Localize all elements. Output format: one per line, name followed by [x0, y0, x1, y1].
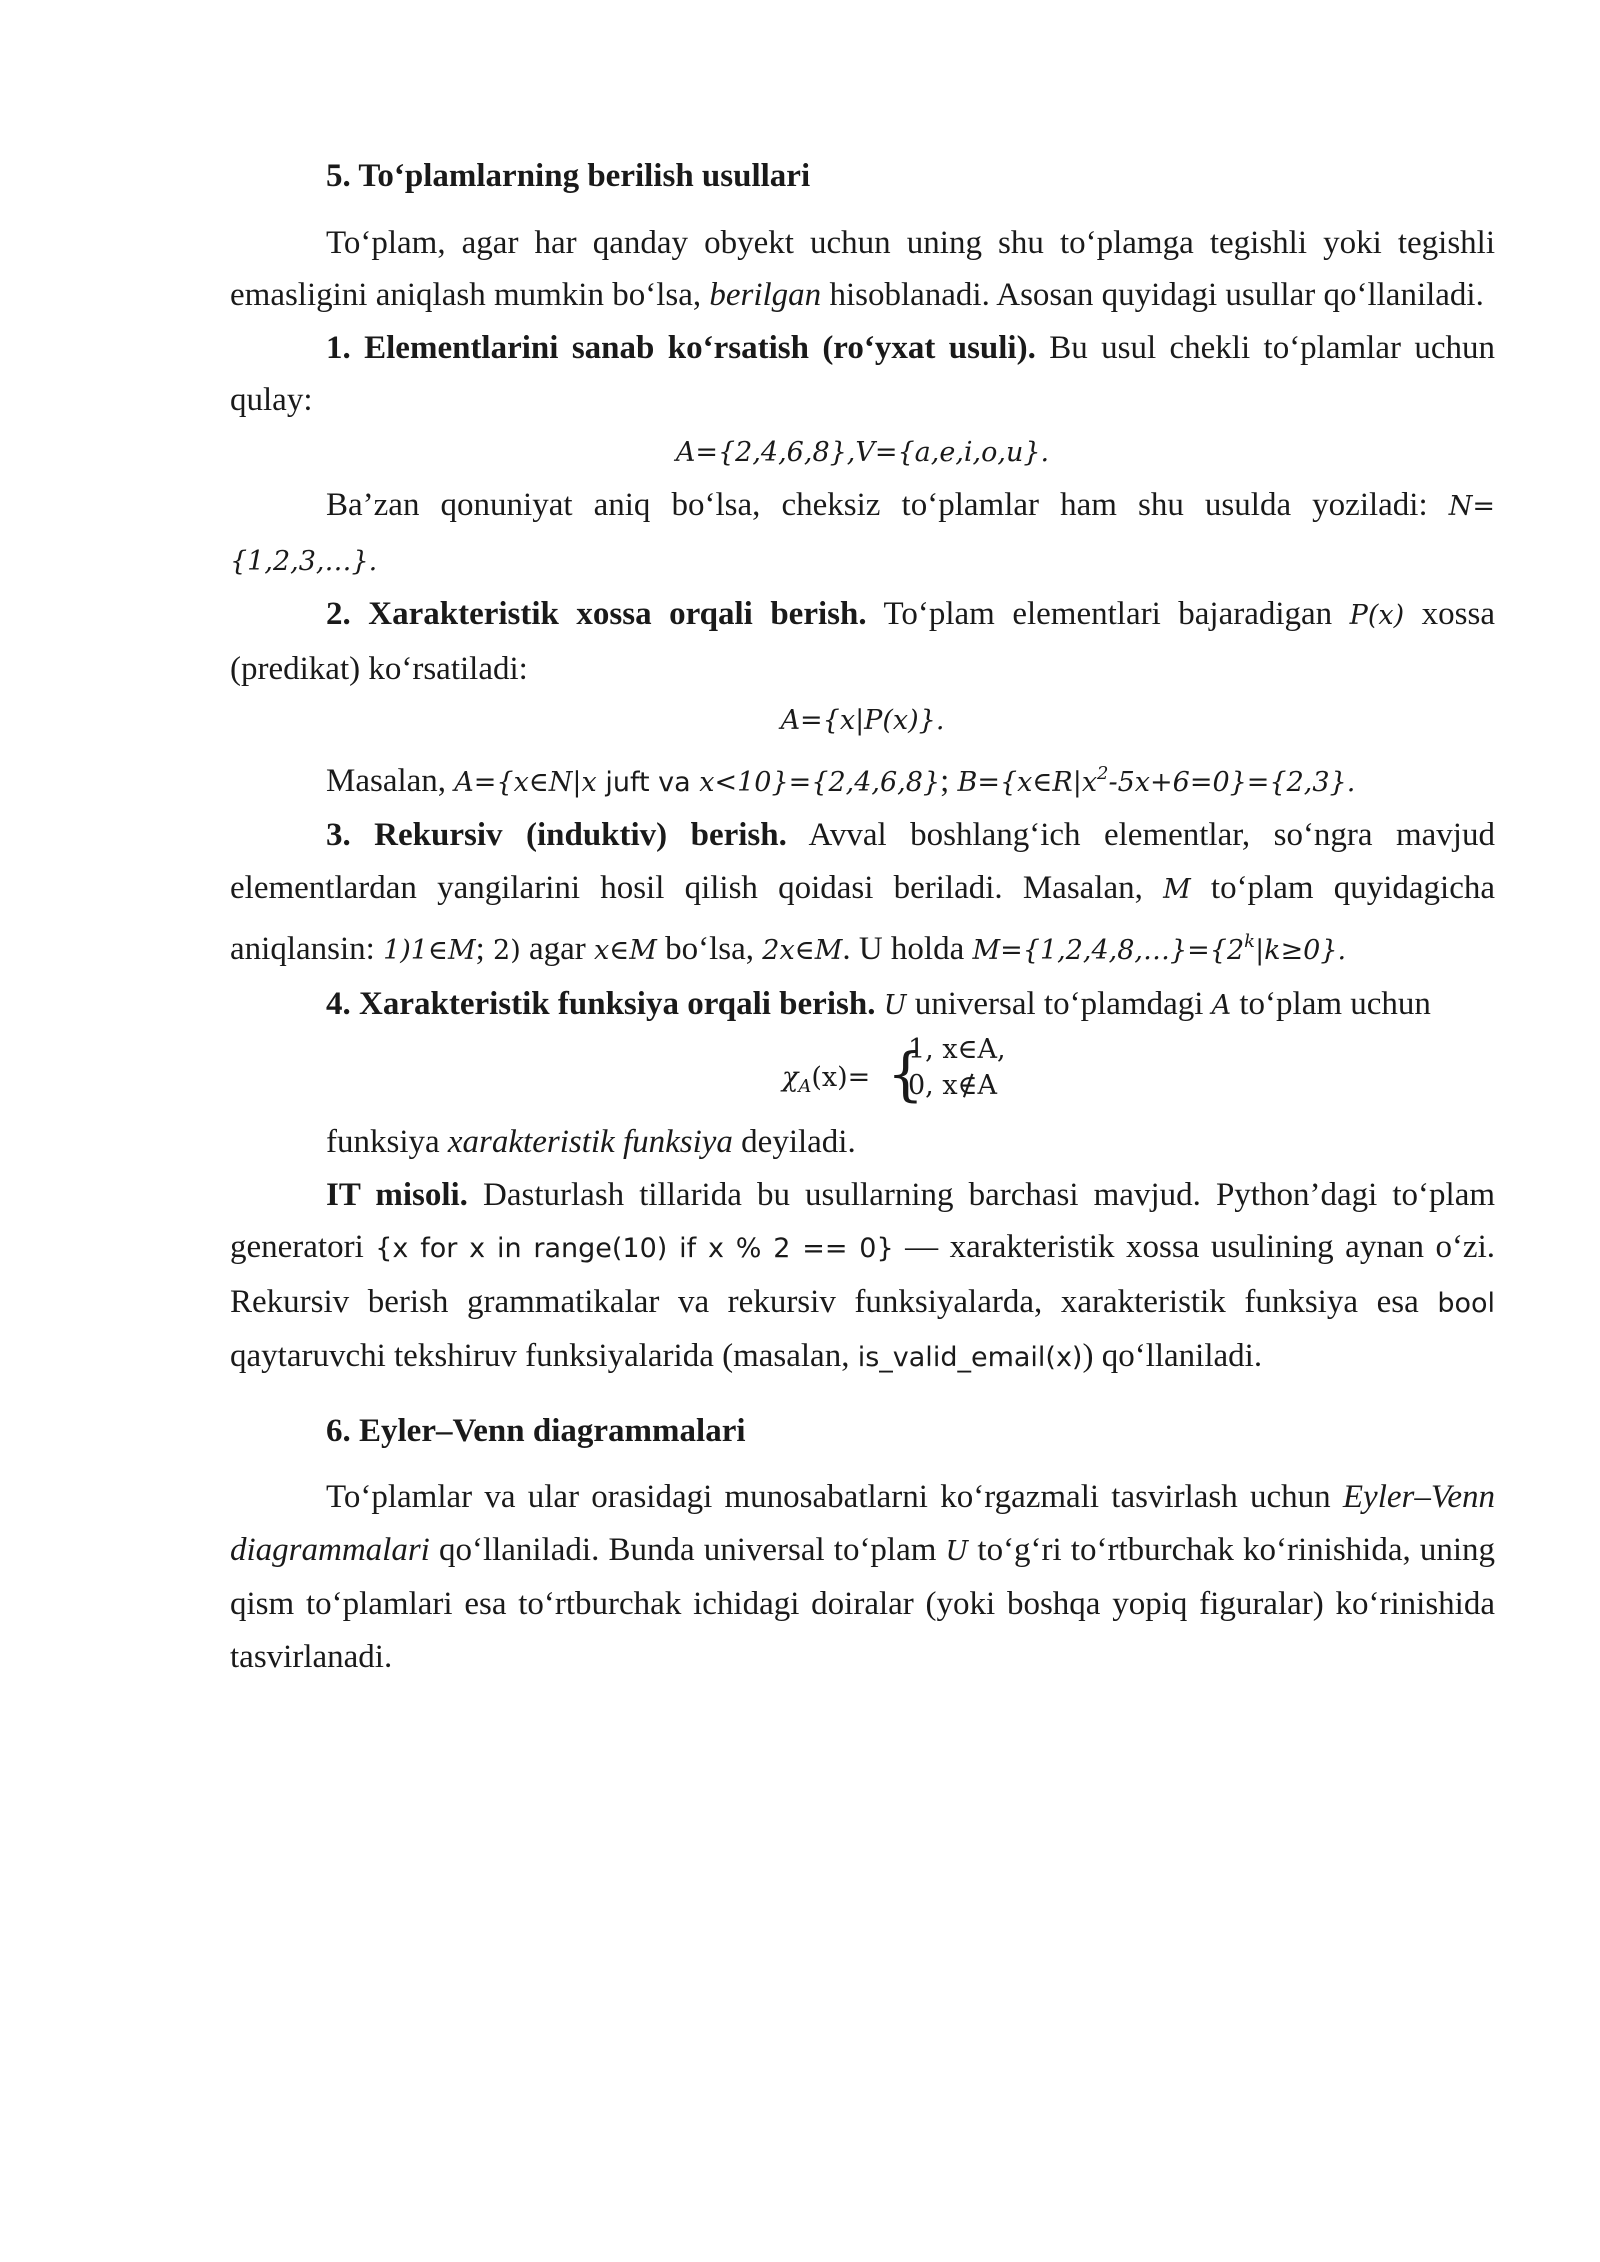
example-paragraph: Masalan, A={x∈N|x juft va x<10}={2,4,6,8}; $B=\{x\in R|x^2-5x+6=0\}=\{2,3\}$.: [326, 762, 1356, 799]
method-3-title: 3. Rekursiv (induktiv) berish.: [326, 817, 787, 853]
code-set-comprehension: {x for x in range(10) if x % 2 == 0}: [375, 1233, 894, 1264]
code-bool: bool: [1437, 1287, 1495, 1319]
method-4-conclusion: funksiya xarakteristik funksiya deyiladi.: [326, 1124, 856, 1160]
infinite-sets-paragraph: Ba’zan qonuniyat aniq bo‘lsa, cheksiz to‘plamlar ham shu usulda yoziladi: N={1,2,3,…}.: [230, 487, 1495, 577]
method-3-paragraph: 3. Rekursiv (induktiv) berish. Avval boshlang‘ich elementlar, so‘ngra mavjud elementlardan yangilarini hosil qilish qoidasi beriladi. Masalan, M to‘plam quyidagicha aniqlansin: 1)1∈M; 2) agar x∈M bo‘lsa, 2x∈M. U holda $M=\{1,2,4,8,\dots\}=\{2^k|k\ge 0\}$.: [230, 817, 1495, 967]
method-2-title: 2. Xarakteristik xossa orqali berish.: [326, 596, 867, 632]
section-5-heading: 5. To‘plamlarning berilish usullari: [326, 158, 811, 194]
method-4-paragraph: 4. Xarakteristik funksiya orqali berish. U universal to‘plamdagi A to‘plam uchun: [326, 985, 1431, 1022]
section-6-heading: 6. Eyler–Venn diagrammalari: [326, 1412, 746, 1449]
formula-naturals: N={1,2,3,…}.: [230, 491, 1495, 577]
method-4-title: 4. Xarakteristik funksiya orqali berish.: [326, 985, 876, 1022]
formula-predicate-set: A={x|P(x)}.: [780, 705, 945, 736]
section-6-paragraph: To‘plamlar va ular orasidagi munosabatlarni ko‘rgazmali tasvirlash uchun Eyler–Venn diagrammalari qo‘llaniladi. Bunda universal to‘plam U to‘g‘ri to‘rtburchak ko‘rinishida, uning qism to‘plamlari esa to‘rtburchak ichidagi doiralar (yoki boshqa yopiq figuralar) ko‘rinishida tasvirlanadi.: [230, 1479, 1496, 1675]
method-1-title: 1. Elementlarini sanab ko‘rsatish (ro‘yxat usuli).: [326, 329, 1036, 366]
section-5-intro: To‘plam, agar har qanday obyekt uchun uning shu to‘plamga tegishli yoki tegishli emasligini aniqlash mumkin bo‘lsa, berilgan hisoblanadi. Asosan quyidagi usullar qo‘llaniladi.: [230, 224, 1495, 313]
formula-characteristic-function: $\chi_A(x)=$ { 1, x∈A, 0, x∉A: [782, 1034, 1006, 1108]
formula-list-sets: A={2,4,6,8},V={a,e,i,o,u}.: [675, 436, 1050, 468]
document-page: [230, 150, 1495, 1683]
it-example-paragraph: IT misoli. Dasturlash tillarida bu usullarning barchasi mavjud. Python’dagi to‘plam generatori {x for x in range(10) if x % 2 == 0} — xarakteristik xossa usulining aynan o‘zi. Rekursiv berish grammatikalar va rekursiv funksiyalarda, xarakteristik funksiya esa bool qaytaruvchi tekshiruv funksiyalarida (masalan, is_valid_email(x)) qo‘llaniladi.: [230, 1176, 1496, 1374]
it-example-title: IT misoli.: [326, 1176, 468, 1213]
method-2-paragraph: 2. Xarakteristik xossa orqali berish. To‘plam elementlari bajaradigan P(x) xossa (predikat) ko‘rsatiladi:: [230, 596, 1495, 687]
method-1-paragraph: 1. Elementlarini sanab ko‘rsatish (ro‘yxat usuli). Bu usul chekli to‘plamlar uchun qulay:: [230, 329, 1495, 418]
code-is-valid-email: is_valid_email(x): [857, 1342, 1083, 1373]
